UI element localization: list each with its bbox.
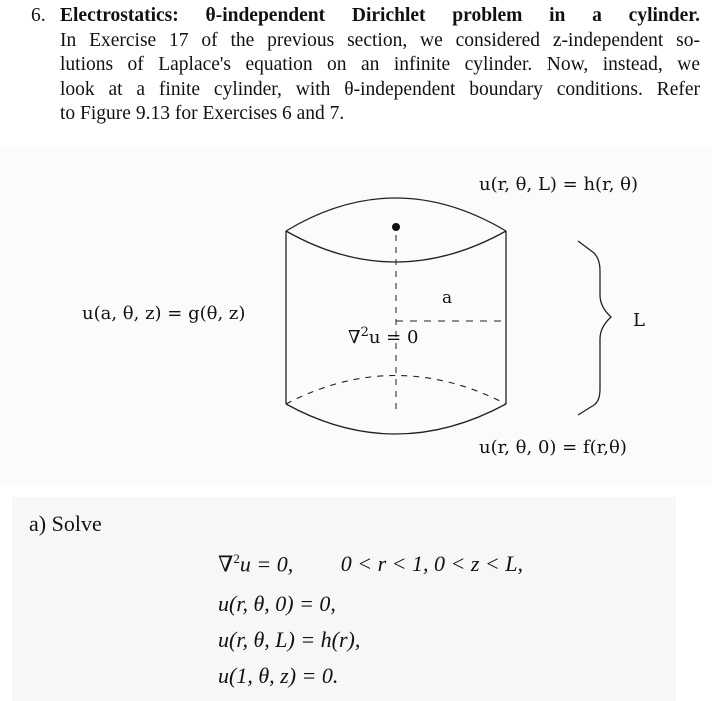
problem-line-4: to Figure 9.13 for Exercises 6 and 7. xyxy=(60,103,345,124)
eq-nabla: ∇ xyxy=(218,551,234,577)
top-boundary-condition: u(r, θ, L) = h(r, θ) xyxy=(479,174,639,195)
problem-line-1: In Exercise 17 of the previous section, we considered z-independent so- xyxy=(60,29,700,51)
eq-side-bc-text: u(1, θ, z) = 0. xyxy=(218,663,339,688)
equation-bottom-bc xyxy=(218,591,336,617)
equation-top-bc xyxy=(218,627,360,653)
problem-line-0 xyxy=(60,4,700,29)
equation-side-bc xyxy=(218,663,338,689)
laplace-rest: u = 0 xyxy=(368,327,419,348)
laplace-equation-label xyxy=(348,325,418,348)
part-a-panel xyxy=(12,497,676,701)
eq-laplace-rest: u = 0, xyxy=(239,551,294,577)
eq-domain-condition: 0 < r < 1, 0 < z < L, xyxy=(340,551,523,577)
eq-bottom-bc-text: u(r, θ, 0) = 0, xyxy=(218,591,336,616)
side-boundary-condition: u(a, θ, z) = g(θ, z) xyxy=(82,303,246,324)
radius-label: a xyxy=(442,288,453,308)
problem-statement xyxy=(31,4,700,127)
eq-top-bc-text: u(r, θ, L) = h(r), xyxy=(218,627,361,652)
height-brace xyxy=(578,241,611,415)
part-a-heading: a) Solve xyxy=(29,511,102,536)
height-label: L xyxy=(633,310,645,331)
problem-title: Electrostatics: θ-independent Dirichlet problem in a cylinder. xyxy=(60,5,700,26)
cylinder-figure xyxy=(0,147,712,485)
equation-laplace xyxy=(218,551,523,577)
problem-line-2: lutions of Laplace's equation on an infinite cylinder. Now, instead, we xyxy=(60,54,700,75)
eq-exponent: 2 xyxy=(233,551,240,566)
problem-number: 6. xyxy=(31,5,46,26)
axis-center-dot xyxy=(392,223,400,231)
bottom-boundary-condition: u(r, θ, 0) = f(r,θ) xyxy=(479,437,627,458)
laplace-exponent: 2 xyxy=(360,325,369,340)
problem-line-3: look at a finite cylinder, with θ-independent boundary conditions. Refer xyxy=(60,78,700,100)
nabla-symbol: ∇ xyxy=(348,327,361,348)
